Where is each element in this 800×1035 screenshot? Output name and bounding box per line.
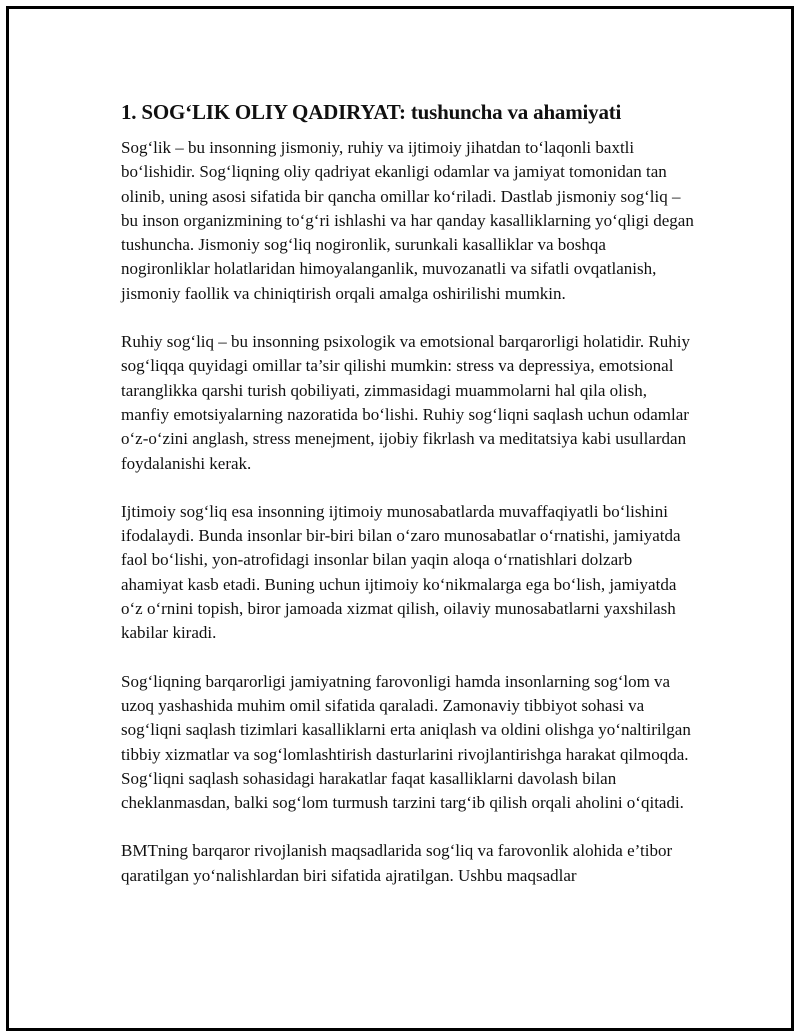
paragraph-physical-health: Sog‘lik – bu insonning jismoniy, ruhiy va ijtimoiy jihatdan to‘laqonli baxtli bo‘lishidir. Sog‘liqning oliy qadriyat ekanligi odamlar va jamiyat tomonidan tan olinib, uning asosi sifatida bir qancha omillar ko‘riladi. Dastlab jismoniy sog‘liq – bu inson organizmining to‘g‘ri ishlashi va har qanday kasalliklarning yo‘qligi degan tushuncha. Jismoniy sog‘liq nogironlik, surunkali kasalliklar va boshqa nogironliklar holatlaridan himoyalanganlik, muvozanatli va sifatli ovqatlanish, jismoniy faollik va chiniqtirish orqali amalga oshirilishi mumkin. (121, 138, 694, 303)
paragraph-mental-health: Ruhiy sog‘liq – bu insonning psixologik va emotsional barqarorligi holatidir. Ruhiy sog‘liqqa quyidagi omillar ta’sir qilishi mumkin: stress va depressiya, emotsional taranglikka qarshi turish qobiliyati, zimmasidagi muammolarni hal qila olish, manfiy emotsiyalarning nazoratida bo‘lishi. Ruhiy sog‘liqni saqlash uchun odamlar o‘z-o‘zini anglash, stress menejment, ijobiy fikrlash va meditatsiya kabi usullardan foydalanishi kerak. (121, 332, 690, 473)
paragraph-social-health: Ijtimoiy sog‘liq esa insonning ijtimoiy munosabatlarda muvaffaqiyatli bo‘lishini ifodalaydi. Bunda insonlar bir-biri bilan o‘zaro munosabatlar o‘rnatishi, jamiyatda faol bo‘lishi, yon-atrofidagi insonlar bilan yaqin aloqa o‘rnatishlari dolzarb ahamiyat kasb etadi. Buning uchun ijtimoiy ko‘nikmalarga ega bo‘lish, jamiyatda o‘z o‘rnini topish, biror jamoada xizmat qilish, oilaviy munosabatlarni yaxshilash kabilar kiradi. (121, 501, 681, 643)
document-body (121, 97, 695, 912)
paragraph-un-goals: BMTning barqaror rivojlanish maqsadlarida sog‘liq va farovonlik alohida e’tibor qaratilgan yo‘nalishlardan biri sifatida ajratilgan. Ushbu maqsadlar (121, 841, 673, 885)
paragraph-health-stability: Sog‘liqning barqarorligi jamiyatning farovonligi hamda insonlarning sog‘lom va uzoq yashashida muhim omil sifatida qaraladi. Zamonaviy tibbiyot sohasi va sog‘liqni saqlash tizimlari kasalliklarni erta aniqlash va oldini olishga yo‘naltirilgan tibbiy xizmatlar va sog‘lomlashtirish dasturlarini rivojlantirishga harakat qilmoqda. Sog‘liqni saqlash sohasidagi harakatlar faqat kasalliklarni davolash bilan cheklanmasdan, balki sog‘lom turmush tarzini targ‘ib qilish orqali aholini o‘qitadi. (121, 671, 691, 813)
document-title: 1. SOG‘LIK OLIY QADIRYAT: tushuncha va ahamiyati (121, 100, 622, 124)
page-frame (6, 6, 794, 1031)
